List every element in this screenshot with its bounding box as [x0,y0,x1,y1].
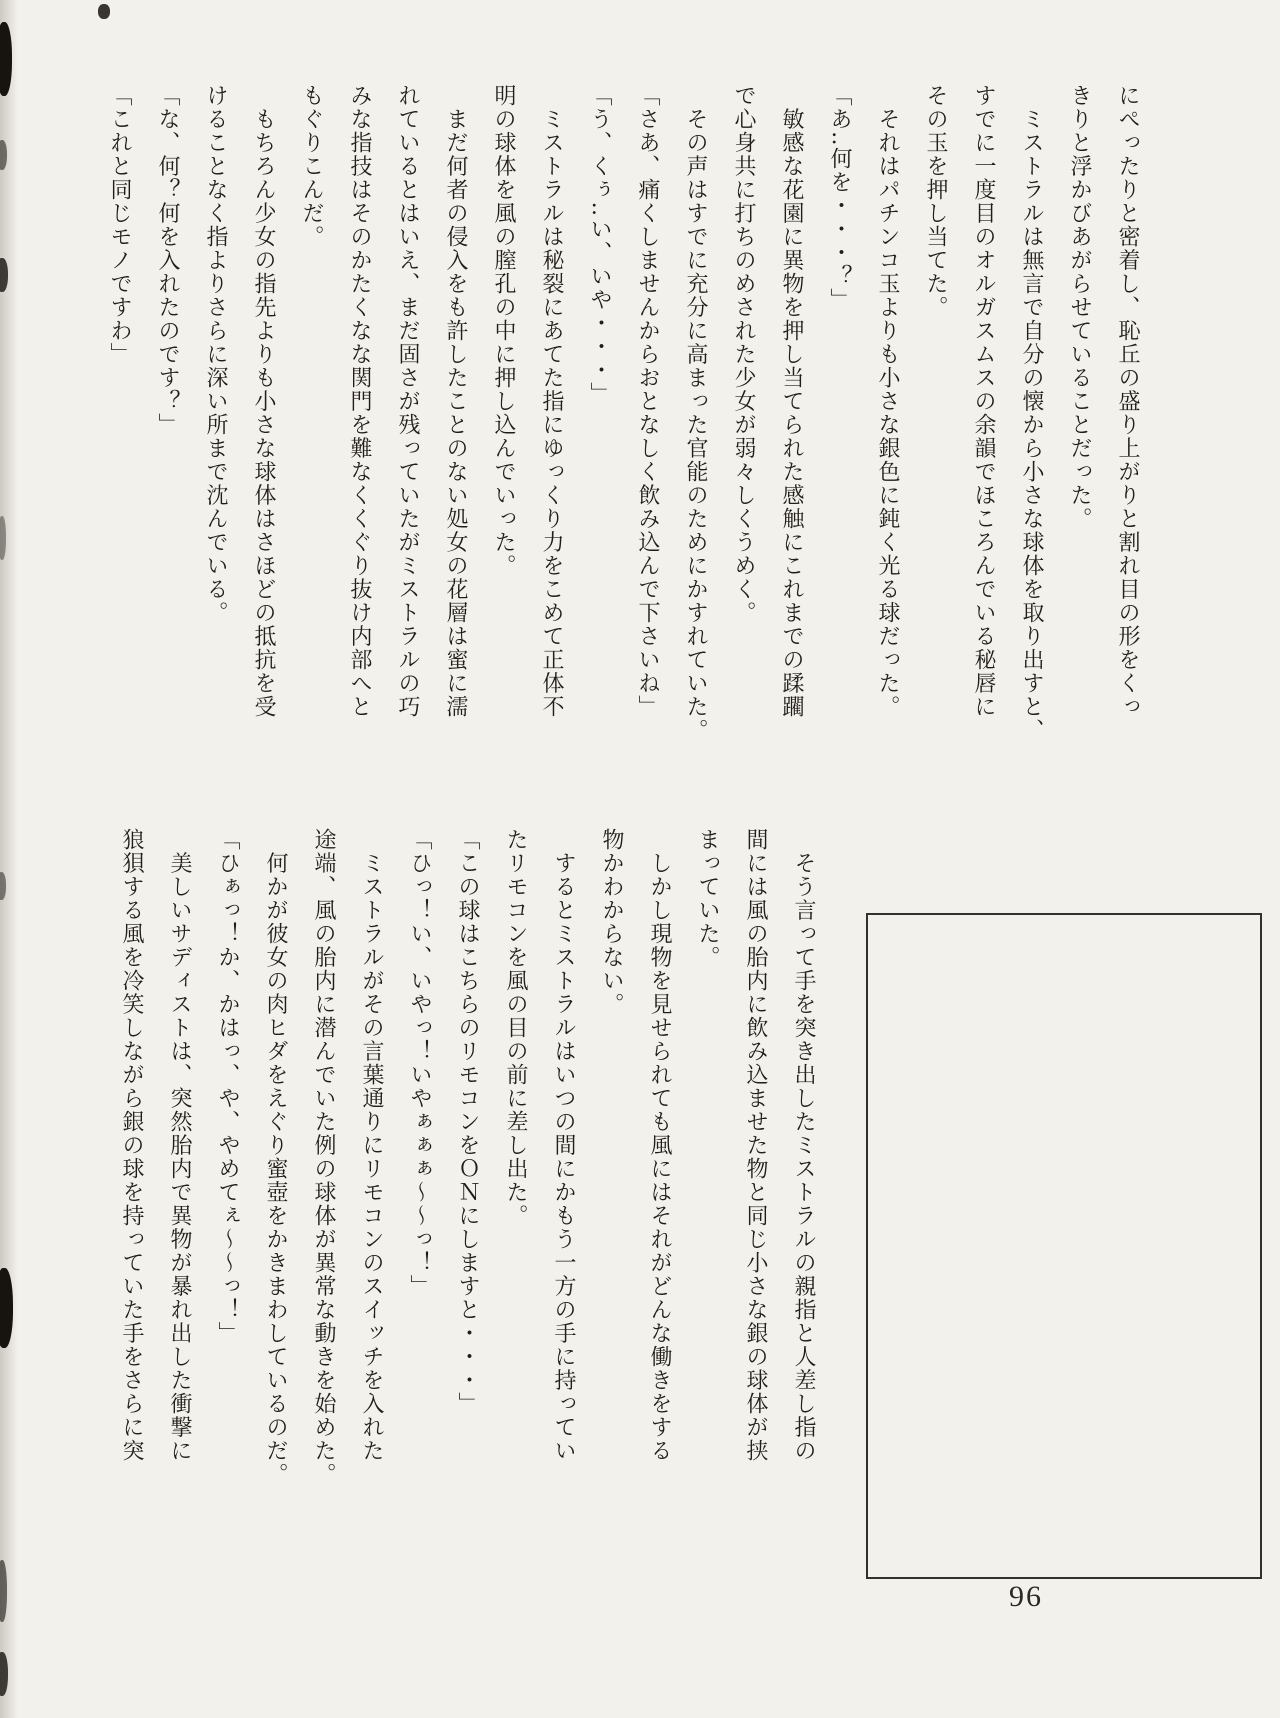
atom-diagram [868,915,1260,1577]
text-column: けることなく指よりさらに深い所まで沈んでいる。 [204,84,229,625]
text-column: ミストラルがその言葉通りにリモコンのスイッチを入れた [360,828,385,1463]
text-column: 「な、何？何を入れたのです？」 [156,84,181,437]
text-column: 明の球体を風の膣孔の中に押し込んでいった。 [492,84,517,578]
text-column: ミストラルは無言で自分の懐から小さな球体を取り出すと、 [1020,84,1045,742]
text-column: 敏感な花園に異物を押し当てられた感触にこれまでの蹂躙 [780,84,805,719]
text-column: それはパチンコ玉よりも小さな銀色に鈍く光る球だった。 [876,84,901,719]
text-column: みな指技はそのかたくなな関門を難なくくぐり抜け内部へと [348,84,373,719]
text-column: 物かわからない。 [600,828,625,1016]
text-column: 間には風の胎内に飲み込ませた物と同じ小さな銀の球体が挟 [744,828,769,1463]
text-column: で心身共に打ちのめされた少女が弱々しくうめく。 [732,84,757,625]
text-column: 「さあ、痛くしませんからおとなしく飲み込んで下さいね」 [636,84,661,719]
text-column: 「これと同じモノですわ」 [108,84,133,366]
text-column: きりと浮かびあがらせていることだった。 [1068,84,1093,531]
text-column: そう言って手を突き出したミストラルの親指と人差し指の [792,828,817,1463]
text-column: 途端、風の胎内に潜んでいた例の球体が異常な動きを始めた。 [312,828,337,1486]
text-column: 「ひぁっ！か、かはっ、や、やめてぇ～～っ！」 [216,828,241,1345]
text-column: にぺったりと密着し、恥丘の盛り上がりと割れ目の形をくっ [1116,84,1141,719]
text-column: もちろん少女の指先よりも小さな球体はさほどの抵抗を受 [252,84,277,719]
text-column: その声はすでに充分に高まった官能のためにかすれていた。 [684,84,709,742]
text-column: ミストラルは秘裂にあてた指にゆっくり力をこめて正体不 [540,84,565,719]
text-column: たリモコンを風の目の前に差し出た。 [504,828,529,1228]
text-column: すでに一度目のオルガスムスの余韻でほころんでいる秘唇に [972,84,997,719]
text-column: 「この球はこちらのリモコンをＯＮにしますと・・・」 [456,828,481,1416]
page-number: 96 [1009,1580,1043,1613]
figure-box [866,913,1262,1579]
text-column: 何かが彼女の肉ヒダをえぐり蜜壺をかきまわしているのだ。 [264,828,289,1486]
text-column: 美しいサディストは、突然胎内で異物が暴れ出した衝撃に [168,828,193,1463]
text-column: しかし現物を見せられても風にはそれがどんな働きをする [648,828,673,1463]
bottom-text-block [104,828,828,1528]
text-column: まだ何者の侵入をも許したことのない処女の花層は蜜に濡 [444,84,469,719]
text-column: 狼狽する風を冷笑しながら銀の球を持っていた手をさらに突 [120,828,145,1463]
text-column: 「ひっ！い、いやっ！いやぁぁぁ～～っ！」 [408,828,433,1298]
scan-artifact [98,4,110,19]
text-column: れているとはいえ、まだ固さが残っていたがミストラルの巧 [396,84,421,719]
text-column: するとミストラルはいつの間にかもう一方の手に持ってい [552,828,577,1463]
text-column: その玉を押し当てた。 [924,84,949,319]
text-column: 「あ‥何を・・・？」 [828,84,853,312]
text-column: まっていた。 [696,828,721,969]
text-column: もぐりこんだ。 [300,84,325,249]
text-column: 「う、くぅ‥い、いや・・・」 [588,84,613,406]
top-text-block [92,84,1152,748]
